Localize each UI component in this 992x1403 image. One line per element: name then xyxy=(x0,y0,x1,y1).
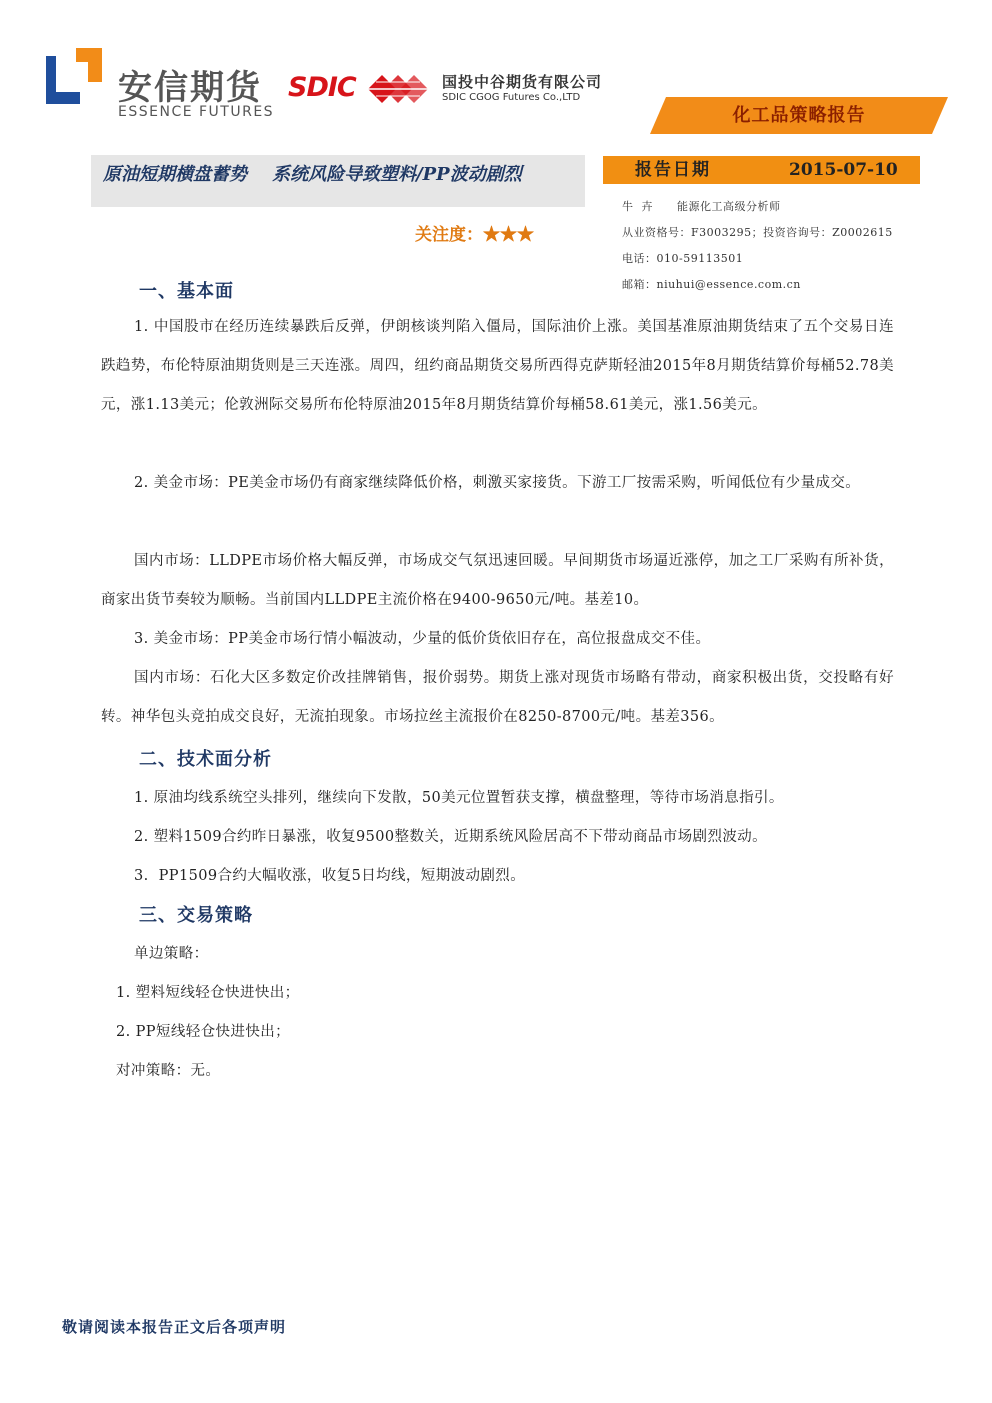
disclaimer-note: 敬请阅读本报告正文后各项声明 xyxy=(62,1318,287,1336)
attention-rating: 关注度：★★★ xyxy=(415,225,534,245)
analyst-name-title: 牛 卉 能源化工高级分析师 xyxy=(622,200,781,213)
analyst-phone: 电话：010-59113501 xyxy=(622,252,744,265)
report-date-label: 报告日期 xyxy=(635,160,711,180)
strategy-line-2: 1. 塑料短线轻仓快进快出； xyxy=(116,985,300,1001)
fundamentals-paragraph-3: 国内市场：LLDPE市场价格大幅反弹，市场成交气氛迅速回暖。早间期货市场逼近涨停，加之工厂采购有所补货，商家出货节奏较为顺畅。当前国内LLDPE主流价格在9400-9650元/吨。基差10。 xyxy=(101,553,894,608)
report-date-bar xyxy=(603,156,920,184)
title-box xyxy=(91,155,585,207)
analyst-email: 邮箱：niuhui@essence.com.cn xyxy=(622,278,801,291)
strategy-line-1: 单边策略： xyxy=(134,946,209,962)
strategy-line-3: 2. PP短线轻仓快进快出； xyxy=(116,1024,291,1040)
sdic-diamond-icon xyxy=(368,72,428,106)
essence-name-en: ESSENCE FUTURES xyxy=(118,104,275,120)
fundamentals-paragraph-4: 3. 美金市场：PP美金市场行情小幅波动，少量的低价货依旧存在，高位报盘成交不佳。 xyxy=(134,631,711,647)
section-technical-heading: 二、技术面分析 xyxy=(139,749,272,770)
sdic-logo xyxy=(288,70,618,110)
fundamentals-paragraph-5: 国内市场：石化大区多数定价改挂牌销售，报价弱势。期货上涨对现货市场略有带动，商家积极出货，交投略有好转。神华包头竞拍成交良好，无流拍现象。市场拉丝主流报价在8250-8700元/吨。基差356。 xyxy=(101,670,894,725)
sdic-wordmark: SDIC xyxy=(288,72,356,103)
report-type-banner xyxy=(650,97,948,134)
essence-logo-icon xyxy=(46,48,102,104)
fundamentals-paragraph-1: 1. 中国股市在经历连续暴跌后反弹，伊朗核谈判陷入僵局，国际油价上涨。美国基准原油期货结束了五个交易日连跌趋势，布伦特原油期货则是三天连涨。周四，纽约商品期货交易所西得克萨斯轻油2015年8月期货结算价每桶52.78美元，涨1.13美元；伦敦洲际交易所布伦特原油2015年8月期货结算价每桶58.61美元，涨1.56美元。 xyxy=(101,319,894,413)
technical-line-3: 3. PP1509合约大幅收涨，收复5日均线，短期波动剧烈。 xyxy=(134,868,526,884)
essence-name-cn: 安信期货 xyxy=(118,68,262,108)
technical-line-2: 2. 塑料1509合约昨日暴涨，收复9500整数关，近期系统风险居高不下带动商品市场剧烈波动。 xyxy=(134,829,768,845)
section-strategy-heading: 三、交易策略 xyxy=(139,905,253,926)
sdic-name-cn: 国投中谷期货有限公司 xyxy=(442,73,603,91)
section-fundamentals-heading: 一、基本面 xyxy=(139,281,234,302)
sdic-name-en: SDIC CGOG Futures Co.,LTD xyxy=(442,92,581,103)
analyst-license: 从业资格号：F3003295；投资咨询号：Z0002615 xyxy=(622,226,893,239)
strategy-line-4: 对冲策略：无。 xyxy=(116,1063,221,1079)
report-date-value: 2015-07-10 xyxy=(789,160,898,180)
technical-line-1: 1. 原油均线系统空头排列，继续向下发散，50美元位置暂获支撑，横盘整理，等待市场消息指引。 xyxy=(134,790,784,806)
fundamentals-paragraph-2: 2. 美金市场：PE美金市场仍有商家继续降低价格，刺激买家接货。下游工厂按需采购，听闻低位有少量成交。 xyxy=(134,475,861,491)
essence-futures-logo xyxy=(46,48,275,123)
report-type-label: 化工品策略报告 xyxy=(732,105,866,126)
report-title: 原油短期横盘蓄势 系统风险导致塑料/PP波动剧烈 xyxy=(103,164,522,185)
